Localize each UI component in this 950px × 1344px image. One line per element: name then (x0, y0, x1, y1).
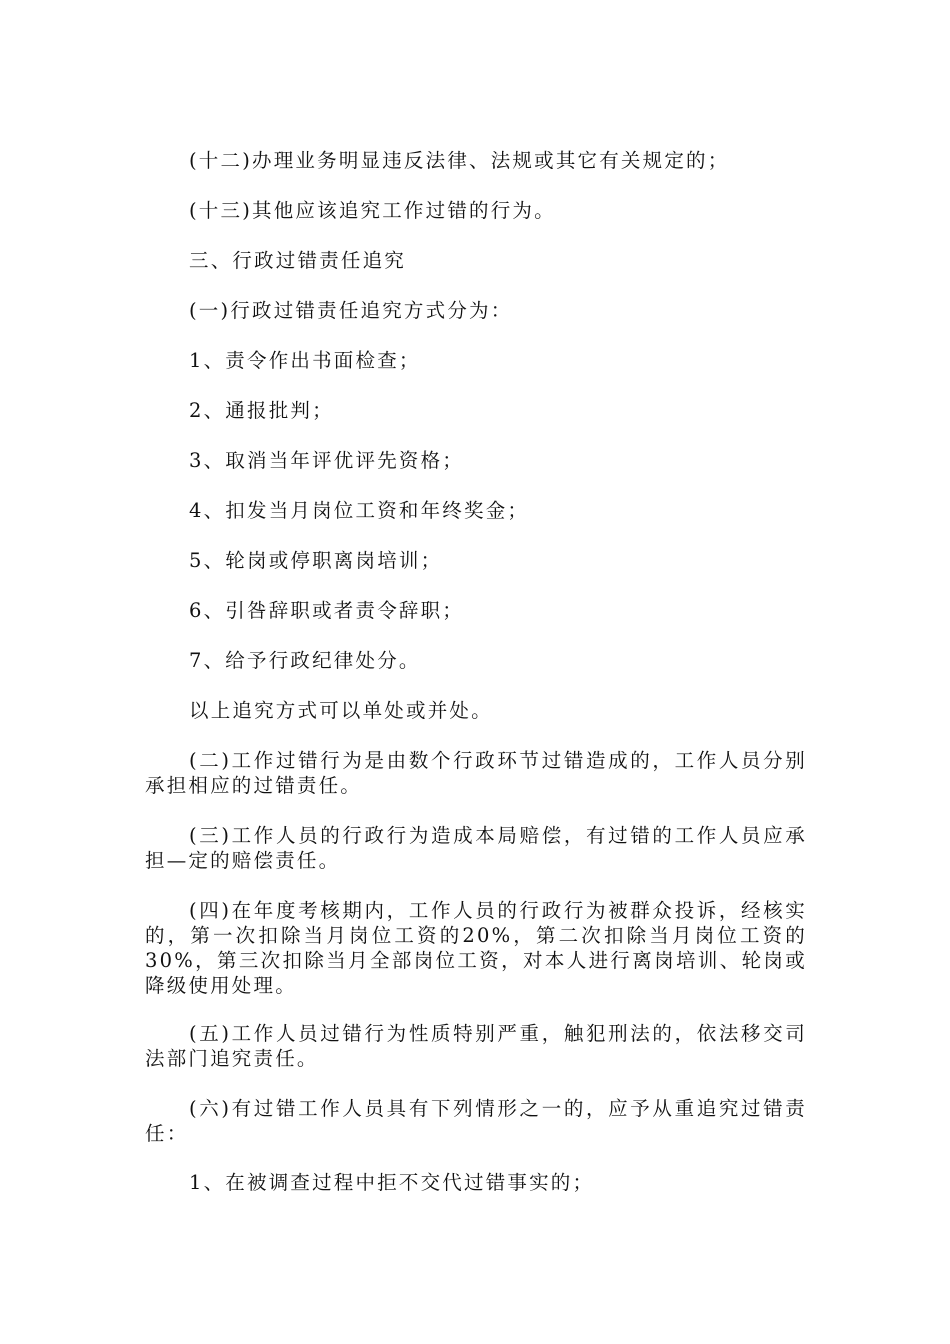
paragraph: (二)工作过错行为是由数个行政环节过错造成的，工作人员分别承担相应的过错责任。 (145, 749, 807, 797)
list-item: 3、取消当年评优评先资格； (189, 449, 465, 472)
paragraph: (十三)其他应该追究工作过错的行为。 (189, 199, 556, 222)
paragraph: (一)行政过错责任追究方式分为： (189, 299, 513, 322)
paragraph: (六)有过错工作人员具有下列情形之一的，应予从重追究过错责任： (145, 1097, 807, 1145)
paragraph: (三)工作人员的行政行为造成本局赔偿，有过错的工作人员应承担—定的赔偿责任。 (145, 824, 807, 872)
list-item: 4、扣发当月岗位工资和年终奖金； (189, 499, 530, 522)
list-item: 1、责令作出书面检查； (189, 349, 421, 372)
paragraph: (十二)办理业务明显违反法律、法规或其它有关规定的； (189, 149, 730, 172)
list-item: 1、在被调查过程中拒不交代过错事实的； (189, 1171, 595, 1194)
paragraph: (四)在年度考核期内，工作人员的行政行为被群众投诉，经核实的，第一次扣除当月岗位工资的20%，第二次扣除当月岗位工资的30%，第三次扣除当月全部岗位工资，对本人进行离岗培训、轮岗或降级使用处理。 (145, 899, 807, 997)
paragraph: (五)工作人员过错行为性质特别严重，触犯刑法的，依法移交司法部门追究责任。 (145, 1022, 807, 1070)
section-heading: 三、行政过错责任追究 (189, 249, 407, 272)
list-item: 7、给予行政纪律处分。 (189, 649, 421, 672)
list-item: 6、引咎辞职或者责令辞职； (189, 599, 465, 622)
paragraph: 以上追究方式可以单处或并处。 (189, 699, 493, 722)
list-item: 5、轮岗或停职离岗培训； (189, 549, 443, 572)
list-item: 2、通报批判； (189, 399, 334, 422)
